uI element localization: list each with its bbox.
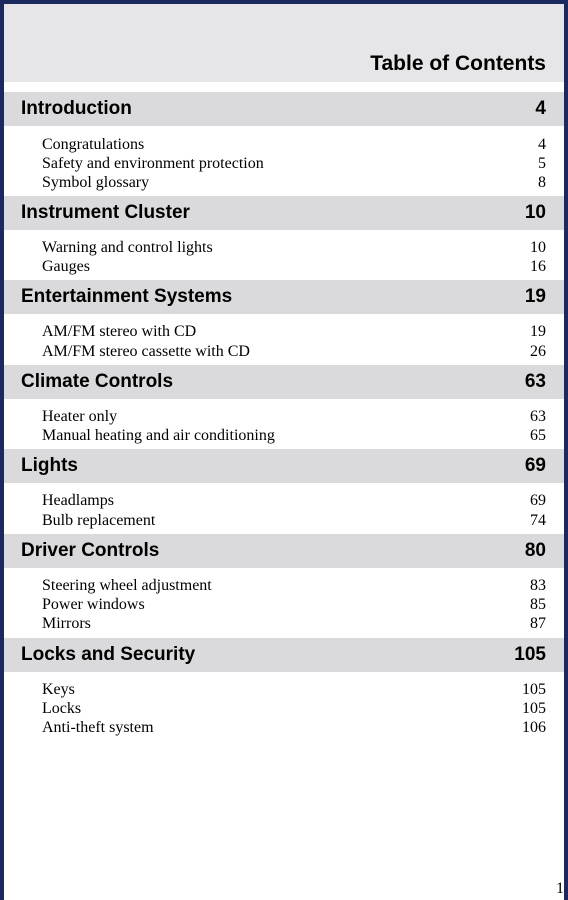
toc-entry[interactable] <box>42 154 546 173</box>
entry-label: Steering wheel adjustment <box>42 577 212 594</box>
toc-entry[interactable] <box>42 680 546 699</box>
entry-label: Headlamps <box>42 492 114 509</box>
toc-entry[interactable] <box>42 614 546 633</box>
toc-entry[interactable] <box>42 576 546 595</box>
section-title: Climate Controls <box>21 371 174 392</box>
entry-label: Gauges <box>42 258 90 275</box>
section-page-number: 4 <box>535 98 546 119</box>
toc-entry[interactable] <box>42 699 546 718</box>
section-page-number: 19 <box>524 286 546 307</box>
section-climate-controls[interactable] <box>4 365 564 399</box>
entry-page-number: 85 <box>530 596 546 613</box>
section-page-number: 10 <box>524 202 546 223</box>
toc-entry[interactable] <box>42 407 546 426</box>
section-entertainment-systems[interactable] <box>4 280 564 314</box>
entry-page-number: 69 <box>530 492 546 509</box>
entry-page-number: 16 <box>530 258 546 275</box>
entry-label: Heater only <box>42 408 118 425</box>
entry-page-number: 87 <box>530 615 546 632</box>
toc-entry[interactable] <box>42 257 546 276</box>
page-title: Table of Contents <box>370 52 546 75</box>
toc-entry[interactable] <box>42 511 546 530</box>
section-instrument-cluster[interactable] <box>4 196 564 230</box>
entry-page-number: 106 <box>522 719 546 736</box>
entry-label: Warning and control lights <box>42 239 213 256</box>
entry-page-number: 105 <box>522 700 546 717</box>
section-title: Instrument Cluster <box>21 202 190 223</box>
section-title: Driver Controls <box>21 540 160 561</box>
toc-entry[interactable] <box>42 238 546 257</box>
entry-page-number: 105 <box>522 681 546 698</box>
entry-label: Bulb replacement <box>42 512 156 529</box>
entry-page-number: 4 <box>538 136 546 153</box>
entry-page-number: 83 <box>530 577 546 594</box>
entry-label: Symbol glossary <box>42 174 150 191</box>
toc-entry[interactable] <box>42 342 546 361</box>
page-number: 1 <box>556 880 564 897</box>
entry-label: Manual heating and air conditioning <box>42 427 275 444</box>
toc-entry[interactable] <box>42 718 546 737</box>
toc-entry[interactable] <box>42 322 546 341</box>
toc-entry[interactable] <box>42 595 546 614</box>
entry-page-number: 63 <box>530 408 546 425</box>
toc-entry[interactable] <box>42 173 546 192</box>
section-page-number: 69 <box>524 455 546 476</box>
entry-label: Safety and environment protection <box>42 155 264 172</box>
entry-label: Keys <box>42 681 75 698</box>
toc-entry[interactable] <box>42 135 546 154</box>
entry-page-number: 5 <box>538 155 546 172</box>
entry-label: Mirrors <box>42 615 91 632</box>
section-page-number: 63 <box>524 371 546 392</box>
section-page-number: 80 <box>524 540 546 561</box>
entry-page-number: 74 <box>530 512 546 529</box>
section-locks-and-security[interactable] <box>4 638 564 672</box>
section-driver-controls[interactable] <box>4 534 564 568</box>
entry-label: AM/FM stereo with CD <box>42 323 197 340</box>
entry-page-number: 26 <box>530 343 546 360</box>
toc-entry[interactable] <box>42 426 546 445</box>
section-title: Locks and Security <box>21 644 196 665</box>
section-title: Entertainment Systems <box>21 286 233 307</box>
entry-label: AM/FM stereo cassette with CD <box>42 343 250 360</box>
section-lights[interactable] <box>4 449 564 483</box>
toc-entry[interactable] <box>42 491 546 510</box>
entry-label: Congratulations <box>42 136 145 153</box>
section-page-number: 105 <box>514 644 546 665</box>
section-introduction[interactable] <box>4 92 564 126</box>
entry-page-number: 19 <box>530 323 546 340</box>
entry-page-number: 8 <box>538 174 546 191</box>
entry-label: Power windows <box>42 596 145 613</box>
section-title: Introduction <box>21 98 132 119</box>
entry-page-number: 65 <box>530 427 546 444</box>
section-title: Lights <box>21 455 78 476</box>
entry-page-number: 10 <box>530 239 546 256</box>
entry-label: Locks <box>42 700 82 717</box>
entry-label: Anti-theft system <box>42 719 154 736</box>
